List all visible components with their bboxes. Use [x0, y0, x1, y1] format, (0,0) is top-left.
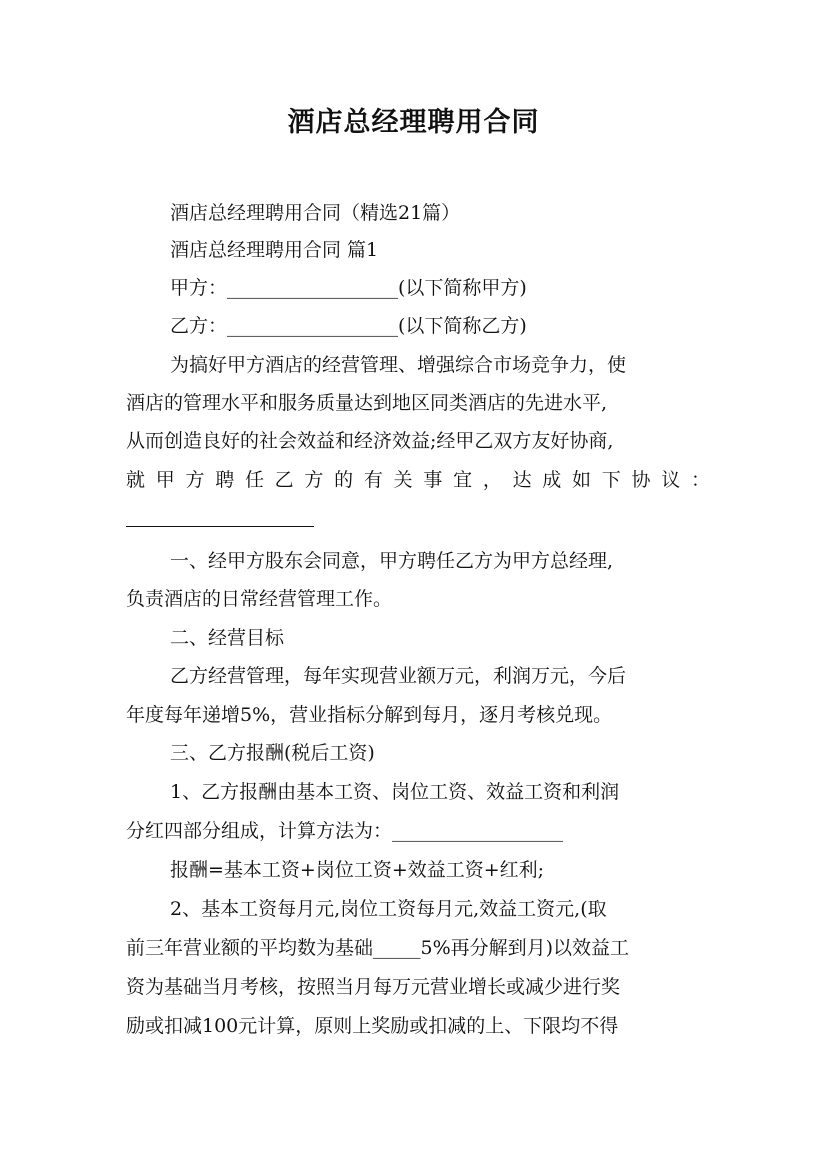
- paragraph-line: 酒店的管理水平和服务质量达到地区同类酒店的先进水平,: [126, 392, 608, 414]
- section-heading: 酒店总经理聘用合同 篇1: [170, 239, 379, 261]
- subtitle-line: 酒店总经理聘用合同（精选21篇）: [170, 202, 461, 224]
- paragraph-line: 从而创造良好的社会效益和经济效益;经甲乙双方友好协商,: [126, 430, 614, 452]
- section-heading: 二、经营目标: [170, 627, 285, 649]
- paragraph-line: 为搞好甲方酒店的经营管理、增强综合市场竞争力，使: [170, 354, 627, 376]
- blank-fill-line: [126, 526, 314, 527]
- formula-line: 报酬=基本工资+岗位工资+效益工资+红利;: [170, 859, 545, 881]
- clause-line: 分红四部分组成，计算方法为：__________________: [126, 820, 564, 842]
- clause-line: 乙方经营管理，每年实现营业额万元，利润万元，今后: [170, 665, 627, 687]
- clause-line: 励或扣减100元计算，原则上奖励或扣减的上、下限均不得: [126, 1015, 619, 1037]
- clause-line: 1、乙方报酬由基本工资、岗位工资、效益工资和利润: [170, 781, 620, 803]
- clause-line: 前三年营业额的平均数为基础_____5%再分解到月)以效益工: [126, 937, 630, 959]
- clause-line: 资为基础当月考核，按照当月每万元营业增长或减少进行奖: [126, 976, 621, 998]
- clause-line: 一、经甲方股东会同意，甲方聘任乙方为甲方总经理,: [170, 550, 614, 572]
- party-b-line: 乙方：__________________(以下简称乙方): [170, 315, 527, 337]
- clause-line: 年度每年递增5%，营业指标分解到每月，逐月考核兑现。: [126, 704, 613, 726]
- document-title: 酒店总经理聘用合同: [287, 107, 540, 138]
- clause-line: 负责酒店的日常经营管理工作。: [126, 588, 393, 610]
- party-a-line: 甲方：__________________(以下简称甲方): [170, 277, 527, 299]
- paragraph-line: 就甲方聘任乙方的有关事宜，达成如下协议：: [126, 469, 710, 491]
- clause-line: 2、基本工资每月元,岗位工资每月元,效益工资元,(取: [170, 898, 607, 920]
- section-heading: 三、乙方报酬(税后工资): [170, 742, 375, 764]
